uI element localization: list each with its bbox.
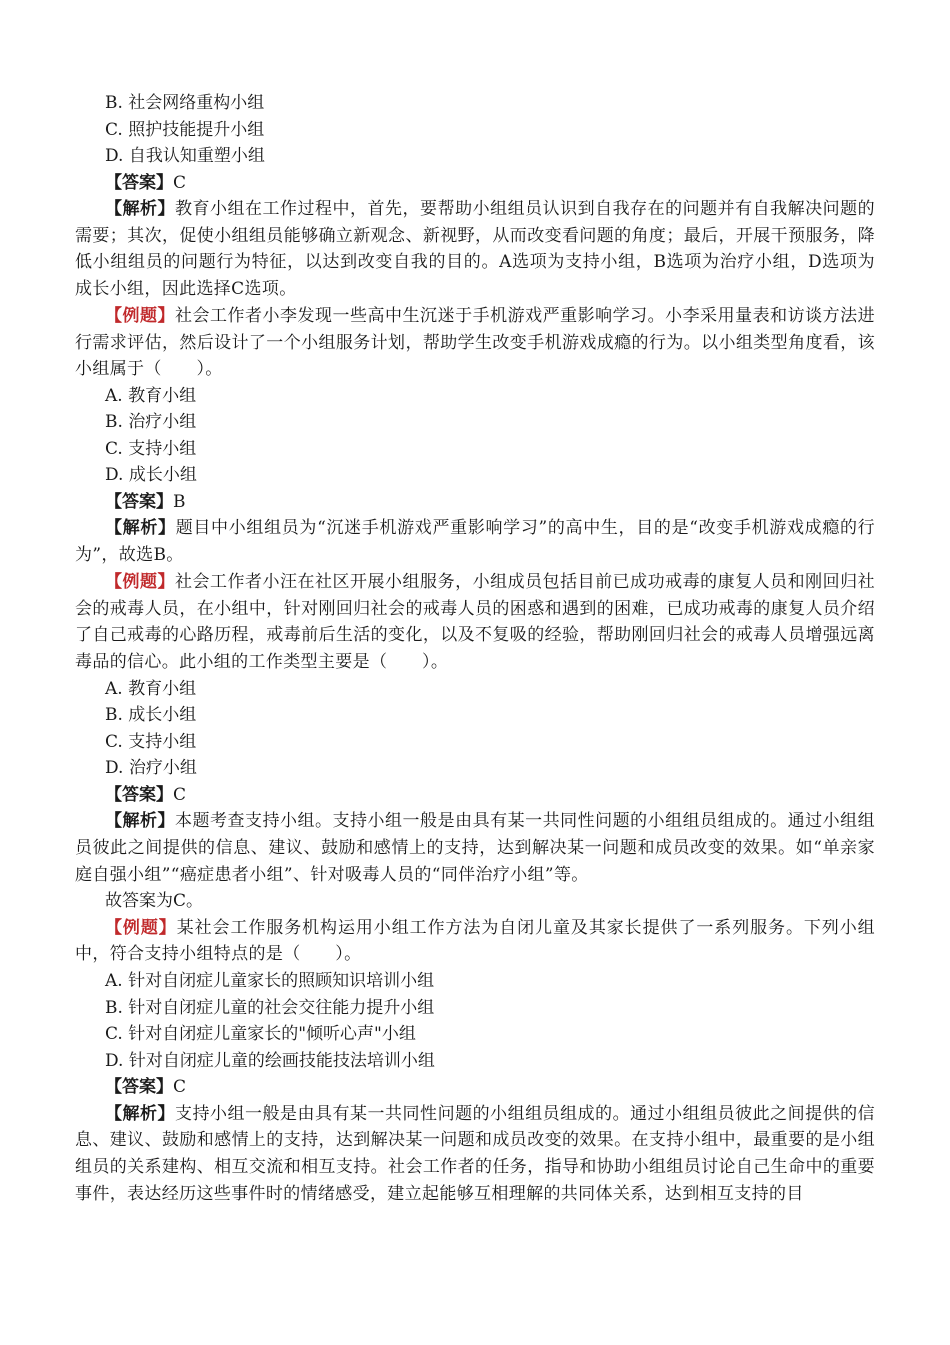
option-item: D. 针对自闭症儿童的绘画技能技法培训小组 [105,1050,435,1071]
analysis-paragraph [75,196,875,303]
analysis-label: 【解析】 [105,199,176,219]
option-item: B. 社会网络重构小组 [105,93,265,113]
option-item: C. 针对自闭症儿童家长的"倾听心声"小组 [105,1024,416,1045]
answer-line [75,489,875,516]
answer-line [75,170,875,197]
option-item: A. 针对自闭症儿童家长的照顾知识培训小组 [105,971,435,992]
stem-text: 社会工作者小汪在社区开展小组服务，小组成员包括目前已成功戒毒的康复人员和刚回归社会的戒毒人员，在小组中，针对刚回归社会的戒毒人员的困惑和遇到的困难，已成功戒毒的康复人员介绍了自己戒毒的心路历程，戒毒前后生活的变化，以及不复吸的经验，帮助刚回归社会的戒毒人员增强远离毒品的信心。此小组的工作类型主要是（ ）。 [75,571,875,672]
option-item: D. 治疗小组 [105,758,197,779]
answer-label: 【答案】 [105,784,173,805]
analysis-text: 题目中小组组员为“沉迷手机游戏严重影响学习”的高中生，目的是“改变手机游戏成瘾的行为”，故选B。 [75,518,876,566]
stem-text: 某社会工作服务机构运用小组工作方法为自闭儿童及其家长提供了一系列服务。下列小组中，符合支持小组特点的是（ ）。 [75,917,875,965]
question-block-2 [75,569,875,915]
stem-text: 社会工作者小李发现一些高中生沉迷于手机游戏严重影响学习。小李采用量表和访谈方法进行需求评估，然后设计了一个小组服务计划，帮助学生改变手机游戏成瘾的行为。以小组类型角度看，该小组属于（ ）。 [75,305,875,380]
analysis-paragraph [75,515,875,568]
answer-label: 【答案】 [105,172,173,193]
option-item: C. 支持小组 [105,438,197,459]
answer-line [75,1074,875,1101]
answer-value: C [173,172,187,193]
option-item: C. 照护技能提升小组 [105,119,265,140]
answer-value: C [173,784,187,805]
question-stem [75,569,875,676]
option-item: B. 成长小组 [105,705,197,726]
answer-label: 【答案】 [105,1077,173,1098]
analysis-label: 【解析】 [105,1103,176,1124]
option-item: B. 针对自闭症儿童的社会交往能力提升小组 [105,997,435,1018]
example-tag: 【例题】 [105,571,176,592]
analysis-text: 支持小组一般是由具有某一共同性问题的小组组员组成的。通过小组组员彼此之间提供的信息、建议、鼓励和感情上的支持，达到解决某一问题和成员改变的效果。在支持小组中，最重要的是小组组员的关系建构、相互交流和相互支持。社会工作者的任务，指导和协助小组组员讨论自己生命中的重要事件，表达经历这些事件时的情绪感受，建立起能够互相理解的共同体关系，达到相互支持的目 [75,1103,875,1204]
analysis-label: 【解析】 [105,811,176,832]
document-content [75,90,875,1207]
analysis-text: 教育小组在工作过程中，首先，要帮助小组组员认识到自我存在的问题并有自我解决问题的需要；其次，促使小组组员能够确立新观念、新视野，从而改变看问题的角度；最后，开展干预服务，降低小组组员的问题行为特征，以达到改变自我的目的。A选项为支持小组，B选项为治疗小组，D选项为成长小组，因此选择C选项。 [75,199,875,300]
analysis-label: 【解析】 [105,518,176,539]
option-item: C. 支持小组 [105,731,197,752]
answer-line [75,782,875,809]
answer-label: 【答案】 [105,491,173,512]
example-tag: 【例题】 [105,917,177,938]
question-block-1 [75,303,875,569]
question-stem [75,303,875,383]
option-item: D. 成长小组 [105,465,197,486]
option-item: A. 教育小组 [105,385,197,406]
answer-value: B [173,491,186,512]
analysis-text: 本题考查支持小组。支持小组一般是由具有某一共同性问题的小组组员组成的。通过小组组员彼此之间提供的信息、建议、鼓励和感情上的支持，达到解决某一问题和成员改变的效果。如“单亲家庭自强小组”“癌症患者小组”、针对吸毒人员的“同伴治疗小组”等。 [75,811,875,885]
answer-value: C [173,1077,187,1098]
question-block-0 [75,90,875,303]
example-tag: 【例题】 [105,305,176,326]
option-item: B. 治疗小组 [105,412,197,433]
option-item: A. 教育小组 [105,678,197,699]
option-item: D. 自我认知重塑小组 [105,146,265,166]
analysis-paragraph [75,1101,875,1208]
analysis-paragraph [75,808,875,888]
question-block-3 [75,915,875,1208]
conclusion-line: 故答案为C。 [105,891,204,912]
question-stem [75,915,875,968]
